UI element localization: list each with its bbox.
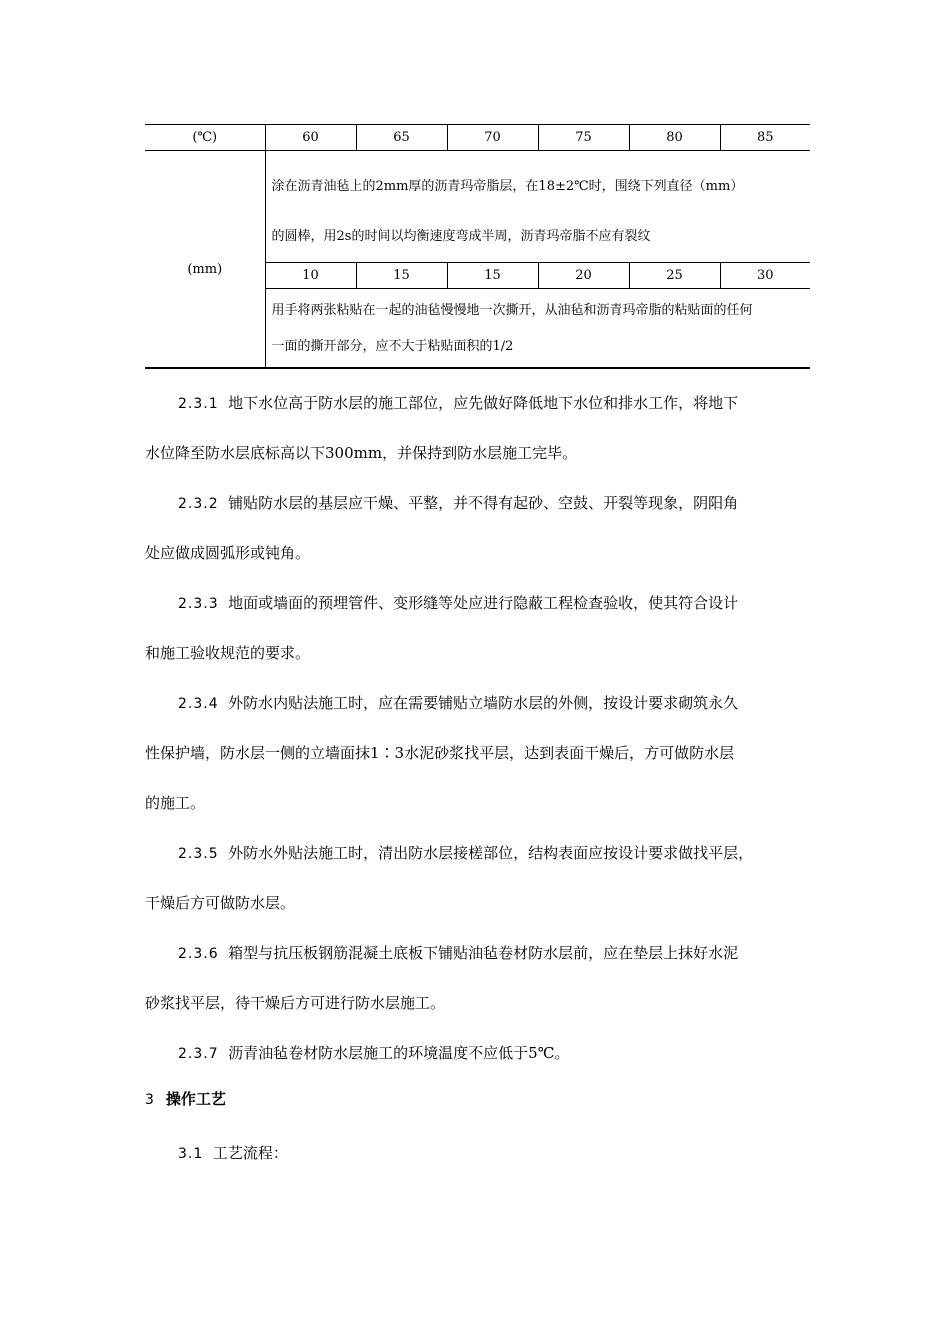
table-cell: 25 (629, 263, 720, 289)
clause-number: 2.3.4 (178, 696, 219, 712)
paragraph-2-3-2: 2.3.2 铺贴防水层的基层应干燥、平整，并不得有起砂、空鼓、开裂等现象，阴阳角 处应做成圆弧形或钝角。 (145, 494, 739, 562)
adhesion-row (145, 289, 810, 369)
table-cell: 20 (538, 263, 629, 289)
paragraph-2-3-5: 2.3.5 外防水外贴法施工时，清出防水层接槎部位，结构表面应按设计要求做找平层， 干燥后方可做防水层。 (145, 844, 754, 912)
table-cell: 80 (629, 125, 720, 151)
paragraph-2-3-4: 2.3.4 外防水内贴法施工时，应在需要铺贴立墙防水层的外侧，按设计要求砌筑永久 性保护墙，防水层一侧的立墙面抹1∶3水泥砂浆找平层，达到表面干燥后，方可做防水层 的施工。 (145, 694, 739, 812)
specification-table (145, 124, 810, 369)
clause-number: 2.3.1 (178, 396, 219, 412)
description-cell: 涂在沥青油毡上的2mm厚的沥青玛帝脂层，在18±2℃时，围绕下列直径（mm） 的圆棒，用2s的时间以均衡速度弯成半周，沥青玛帝脂不应有裂纹 (265, 151, 810, 263)
clause-number: 2.3.3 (178, 596, 219, 612)
paragraph-2-3-3: 2.3.3 地面或墙面的预埋管件、变形缝等处应进行隐蔽工程检查验收，使其符合设计 和施工验收规范的要求。 (145, 594, 739, 662)
row-label: (℃) (145, 125, 265, 151)
table-cell: 30 (720, 263, 810, 289)
table-cell: 70 (447, 125, 538, 151)
row-label-mm: (mm) (187, 262, 223, 278)
subsection-heading: 3.1 工艺流程： (178, 1144, 288, 1162)
section-heading: 3 操作工艺 (145, 1090, 226, 1108)
description-cell: 用手将两张粘贴在一起的油毡慢慢地一次撕开，从油毡和沥青玛帝脂的粘贴面的任何 一面的撕开部分，应不大于粘贴面积的1/2 (265, 289, 810, 369)
table-cell: 60 (265, 125, 356, 151)
table-cell: 15 (447, 263, 538, 289)
clause-number: 2.3.2 (178, 496, 219, 512)
clause-number: 2.3.7 (178, 1046, 219, 1062)
paragraph-2-3-7: 2.3.7 沥青油毡卷材防水层施工的环境温度不应低于5℃。 (178, 1044, 570, 1062)
clause-number: 2.3.5 (178, 846, 219, 862)
paragraph-2-3-1: 2.3.1 地下水位高于防水层的施工部位，应先做好降低地下水位和排水工作，将地下 水位降至防水层底标高以下300mm，并保持到防水层施工完毕。 (145, 394, 739, 462)
table-cell: 85 (720, 125, 810, 151)
table-cell: 75 (538, 125, 629, 151)
table-cell: 65 (356, 125, 447, 151)
clause-number: 3.1 (178, 1146, 204, 1162)
table-cell: 10 (265, 263, 356, 289)
row-label (145, 289, 265, 369)
flexibility-description-row (145, 151, 810, 263)
temperature-row (145, 125, 810, 151)
row-label (145, 151, 265, 289)
paragraph-2-3-6: 2.3.6 箱型与抗压板钢筋混凝土底板下铺贴油毡卷材防水层前，应在垫层上抹好水泥 砂浆找平层，待干燥后方可进行防水层施工。 (145, 944, 739, 1012)
table-cell: 15 (356, 263, 447, 289)
clause-number: 2.3.6 (178, 946, 219, 962)
